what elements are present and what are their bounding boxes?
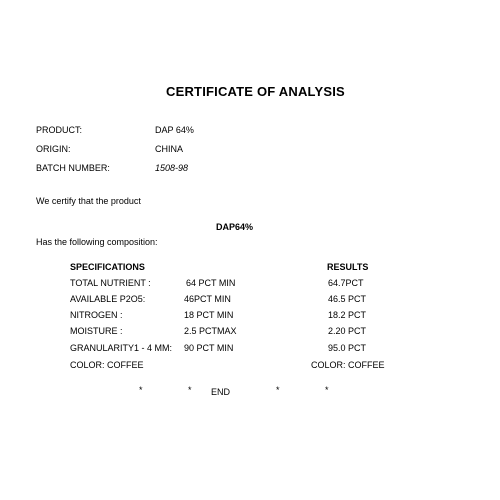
result-value: 95.0 PCT bbox=[328, 343, 367, 353]
spec-value: 2.5 PCTMAX bbox=[184, 326, 237, 336]
table-row bbox=[0, 279, 500, 291]
spec-name: COLOR: COFFEE bbox=[70, 360, 144, 370]
certify-text: We certify that the product bbox=[36, 196, 141, 206]
origin-label: ORIGIN: bbox=[36, 144, 71, 154]
table-row bbox=[0, 327, 500, 339]
product-name: DAP64% bbox=[216, 222, 254, 232]
origin-value: CHINA bbox=[155, 144, 184, 154]
spec-value: 46PCT MIN bbox=[184, 294, 231, 304]
result-value: COLOR: COFFEE bbox=[311, 360, 385, 370]
result-value: 64.7PCT bbox=[328, 278, 364, 288]
end-asterisk: * bbox=[276, 385, 280, 395]
batch-number-value: 1508-98 bbox=[155, 163, 189, 173]
spec-value: 18 PCT MIN bbox=[184, 310, 234, 320]
document-title: CERTIFICATE OF ANALYSIS bbox=[166, 84, 345, 99]
spec-name: TOTAL NUTRIENT : bbox=[70, 278, 151, 288]
product-label: PRODUCT: bbox=[36, 125, 83, 135]
spec-name: NITROGEN : bbox=[70, 310, 123, 320]
results-header: RESULTS bbox=[327, 262, 369, 272]
spec-name: GRANULARITY1 - 4 MM: bbox=[70, 343, 173, 353]
composition-text: Has the following composition: bbox=[36, 237, 158, 247]
spec-value: 90 PCT MIN bbox=[184, 343, 234, 353]
end-asterisk: * bbox=[139, 385, 143, 395]
specifications-header: SPECIFICATIONS bbox=[70, 262, 145, 272]
product-value: DAP 64% bbox=[155, 125, 194, 135]
spec-name: AVAILABLE P2O5: bbox=[70, 294, 146, 304]
result-value: 46.5 PCT bbox=[328, 294, 367, 304]
result-value: 2.20 PCT bbox=[328, 326, 367, 336]
batch-number-label: BATCH NUMBER: bbox=[36, 163, 110, 173]
end-asterisk: * bbox=[325, 385, 329, 395]
table-row bbox=[0, 311, 500, 323]
end-label: END bbox=[211, 387, 231, 397]
end-asterisk: * bbox=[188, 385, 192, 395]
table-row bbox=[0, 361, 500, 373]
result-value: 18.2 PCT bbox=[328, 310, 367, 320]
table-row bbox=[0, 344, 500, 356]
table-row bbox=[0, 295, 500, 307]
spec-name: MOISTURE : bbox=[70, 326, 123, 336]
spec-value: 64 PCT MIN bbox=[186, 278, 236, 288]
